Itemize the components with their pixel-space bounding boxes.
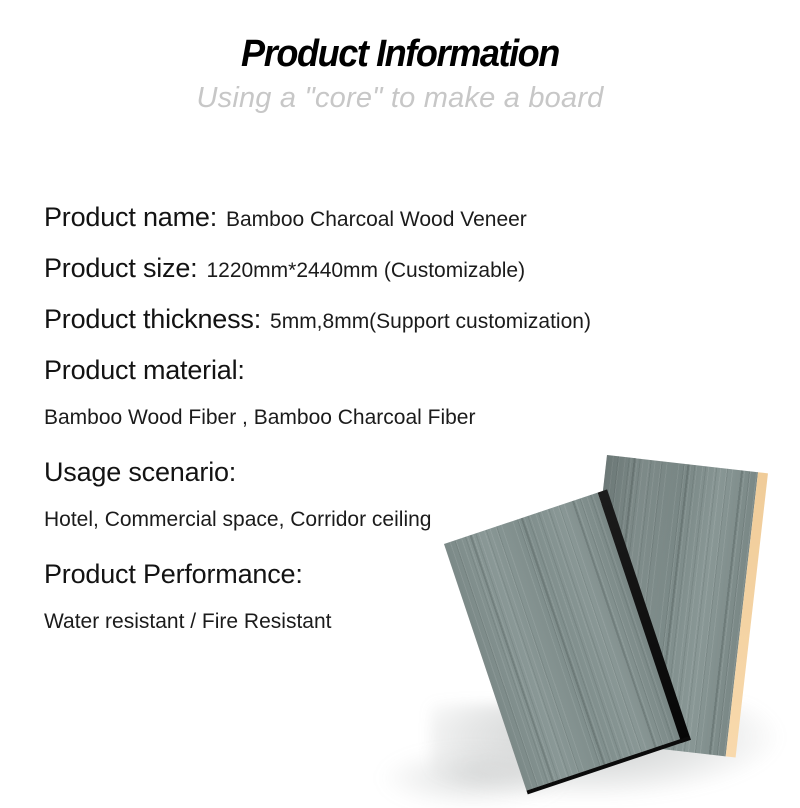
detail-value-product-name: Bamboo Charcoal Wood Veneer (226, 208, 527, 231)
detail-label-product-material: Product material: (44, 355, 245, 385)
detail-label-product-size: Product size: (44, 253, 198, 283)
product-details-list (44, 202, 704, 661)
detail-value-product-material: Bamboo Wood Fiber , Bamboo Charcoal Fiber (44, 406, 476, 429)
detail-row-product-size (44, 253, 704, 284)
detail-value-usage-scenario: Hotel, Commercial space, Corridor ceiling (44, 508, 432, 531)
detail-row-product-name (44, 202, 704, 233)
detail-row-product-thickness (44, 304, 704, 335)
detail-value-product-size: 1220mm*2440mm (Customizable) (206, 259, 526, 282)
page-title: Product Information (241, 33, 559, 75)
detail-value-product-thickness: 5mm,8mm(Support customization) (270, 310, 591, 333)
page-header (0, 33, 800, 115)
detail-row-product-material-value (44, 406, 704, 437)
detail-label-product-thickness: Product thickness: (44, 304, 262, 334)
detail-label-product-name: Product name: (44, 202, 217, 232)
detail-label-product-performance: Product Performance: (44, 559, 303, 589)
detail-row-usage-scenario-label (44, 457, 704, 488)
detail-row-product-performance-label (44, 559, 704, 590)
detail-row-product-material-label (44, 355, 704, 386)
detail-row-product-performance-value (44, 610, 704, 641)
detail-label-usage-scenario: Usage scenario: (44, 457, 237, 487)
detail-row-usage-scenario-value (44, 508, 704, 539)
page-subtitle: Using a "core" to make a board (196, 82, 604, 114)
detail-value-product-performance: Water resistant / Fire Resistant (44, 610, 332, 633)
